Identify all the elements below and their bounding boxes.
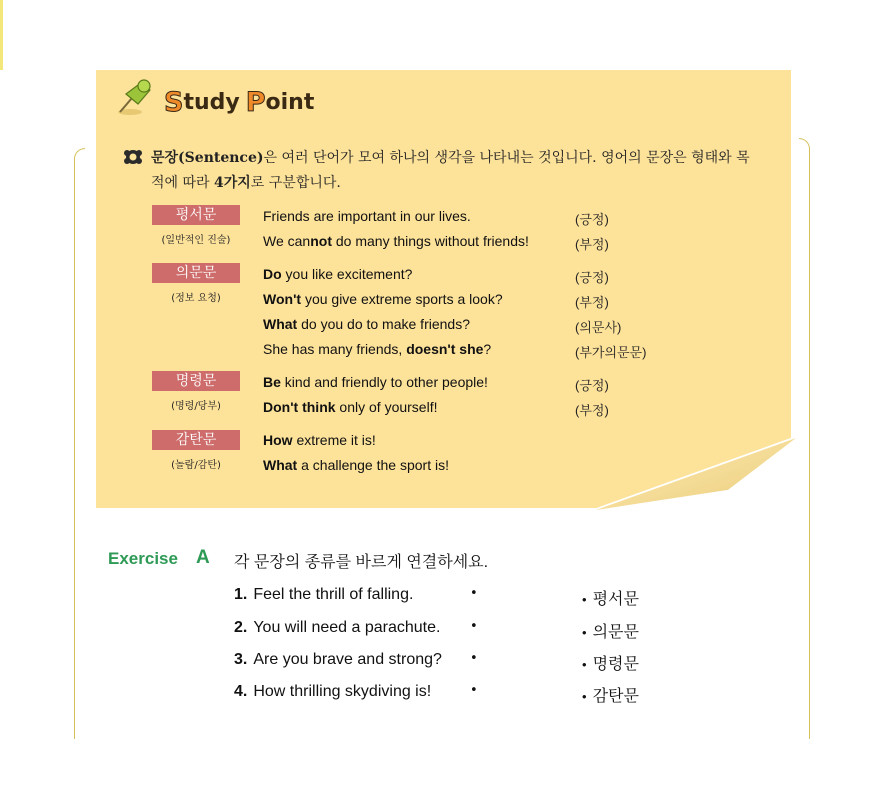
frame-right-border xyxy=(799,138,810,739)
category-sub-declarative: (일반적인 진술) xyxy=(161,235,231,246)
example-sentence: How extreme it is! xyxy=(263,432,376,448)
match-dot-right: • xyxy=(582,689,587,704)
example-tag: (부가의문문) xyxy=(575,345,647,360)
exercise-instruction: 각 문장의 종류를 바르게 연결하세요. xyxy=(234,554,489,571)
example-tag: (긍정) xyxy=(575,378,609,393)
category-label-imperative: 명령문 xyxy=(152,371,240,391)
exercise-heading: Exercise xyxy=(108,549,178,568)
example-tag: (부정) xyxy=(575,295,609,310)
example-tag: (부정) xyxy=(575,403,609,418)
exercise-choice[interactable]: • 명령문 xyxy=(582,656,639,673)
title-word-study: tudy xyxy=(183,89,240,115)
example-sentence: We cannot do many things without friends! xyxy=(263,233,529,249)
category-sub-exclamatory: (놀람/감탄) xyxy=(171,460,221,471)
title-cap-s: S xyxy=(164,86,184,118)
example-sentence: Friends are important in our lives. xyxy=(263,208,471,224)
match-dot-left[interactable]: • xyxy=(470,586,478,601)
match-dot-right: • xyxy=(582,625,587,640)
match-dot-right: • xyxy=(582,657,587,672)
category-label-declarative: 평서문 xyxy=(152,205,240,225)
example-sentence: She has many friends, doesn't she? xyxy=(263,341,492,357)
exercise-question: 4. How thrilling skydiving is! xyxy=(234,683,432,700)
frame-left-border xyxy=(74,148,85,739)
match-dot-left[interactable]: • xyxy=(470,683,478,698)
example-tag: (긍정) xyxy=(575,270,609,285)
exercise-letter: A xyxy=(196,547,210,568)
example-sentence: Be kind and friendly to other people! xyxy=(263,374,488,390)
example-tag: (의문사) xyxy=(575,320,622,335)
example-sentence: Don't think only of yourself! xyxy=(263,399,438,415)
example-tag: (긍정) xyxy=(575,212,609,227)
intro-term: 문장(Sentence) xyxy=(151,150,264,166)
match-dot-right: • xyxy=(582,592,587,607)
match-dot-left[interactable]: • xyxy=(470,651,478,666)
exercise-choice[interactable]: • 의문문 xyxy=(582,624,639,641)
exercise-question: 1. Feel the thrill of falling. xyxy=(234,586,414,603)
example-tag: (부정) xyxy=(575,237,609,252)
example-sentence: What do you do to make friends? xyxy=(263,316,470,332)
category-sub-interrogative: (정보 요청) xyxy=(171,293,221,304)
intro-bold: 4가지 xyxy=(214,175,251,191)
exercise-question: 2. You will need a parachute. xyxy=(234,619,441,636)
page-edge-mark xyxy=(0,0,3,70)
match-dot-left[interactable]: • xyxy=(470,619,478,634)
example-sentence: Do you like excitement? xyxy=(263,266,413,282)
category-label-interrogative: 의문문 xyxy=(152,263,240,283)
study-point-title xyxy=(164,84,314,120)
category-label-exclamatory: 감탄문 xyxy=(152,430,240,450)
exercise-choice[interactable]: • 평서문 xyxy=(582,591,639,608)
example-sentence: Won't you give extreme sports a look? xyxy=(263,291,503,307)
exercise-question: 3. Are you brave and strong? xyxy=(234,651,442,668)
example-sentence: What a challenge the sport is! xyxy=(263,457,449,473)
category-sub-imperative: (명령/당부) xyxy=(171,401,221,412)
flower-bullet-icon xyxy=(123,148,143,166)
intro-text-a: 은 여러 단어가 모여 하나의 생각을 나타내는 것입니다. 영어의 문장은 형태와 목적에 따라 xyxy=(151,150,750,191)
pushpin-icon xyxy=(116,76,158,116)
title-word-point: oint xyxy=(265,89,315,115)
title-cap-p: P xyxy=(245,86,266,118)
intro-paragraph xyxy=(151,146,761,196)
intro-text-b: 로 구분합니다. xyxy=(250,175,341,191)
exercise-choice[interactable]: • 감탄문 xyxy=(582,688,639,705)
